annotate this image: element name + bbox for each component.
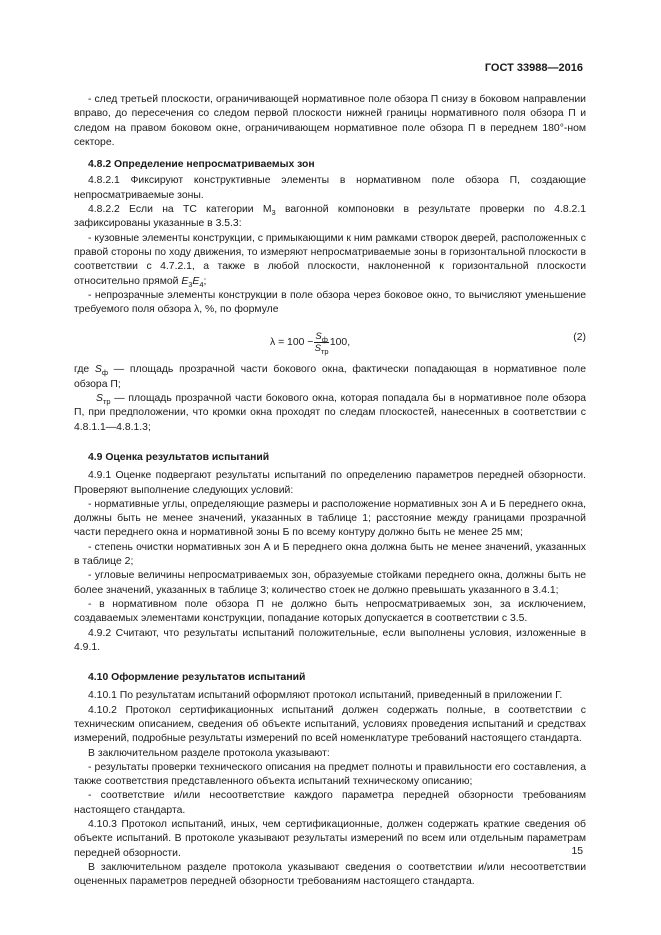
paragraph: 4.10.1 По результатам испытаний оформляют протокол испытаний, приведенный в приложении Г. [88, 690, 563, 702]
paragraph: - кузовные элементы конструкции, с примыкающими к ним рамками створок дверей, расположенных с правой стороны по ходу движения, то измеряют непросматриваемые зоны в горизонтальной плоскости в соответствии с 4.7.2.1, а также в любой плоскости, наклоненной к горизонтальной плоскости относительно прямой $E_3E_4$; [74, 232, 586, 289]
paragraph: - в нормативном поле обзора П не должно быть непросматриваемых зон, за исключением, создаваемых элементами конструкции, попадание которых допускается в соответствии с 3.5. [74, 598, 586, 625]
document-body [74, 93, 586, 890]
paragraph: В заключительном разделе протокола указывают сведения о соответствии и/или несоответствии оцененных параметров передней обзорности требованиям настоящего стандарта. [74, 861, 586, 888]
paragraph: 4.10.2 Протокол сертификационных испытаний должен содержать полные, в соответствии с техническим описанием, сведения об объекте испытаний, условиях проведения испытаний и средствах измерений, подробные результаты измерений по всей номенклатуре требований настоящего стандарта. [74, 704, 586, 745]
section-heading-4-10: 4.10 Оформление результатов испытаний [88, 672, 306, 684]
document-header: ГОСТ 33988—2016 [484, 62, 583, 74]
formula-rhs: 100, [329, 336, 351, 348]
formula-2 [74, 323, 586, 359]
paragraph: - результаты проверки технического описания на предмет полноты и правильности его составления, а также соответствия представленного объекта испытаний техническому описанию; [74, 761, 586, 788]
paragraph: 4.8.2.2 Если на ТС категории $М_3$ вагонной компоновки в результате проверки по 4.8.2.1 зафиксированы указанные в 3.5.3: [74, 204, 586, 230]
paragraph: 4.9.2 Считают, что результаты испытаний положительные, если выполнены условия, изложенные в 4.9.1. [74, 627, 586, 653]
formula-explanation: $S_{тр}$ — площадь прозрачной части бокового окна, которая попадала бы в нормативное поле обзора П, при предположении, что кромки окна проходят по следам плоскостей, нанесенных в соответствии с 4.8.1.1—4.8.1.3; [74, 393, 586, 433]
paragraph: - непрозрачные элементы конструкции в поле обзора через боковое окно, то вычисляют уменьшение требуемого поля обзора λ, %, по формуле [74, 289, 586, 316]
paragraph: - степень очистки нормативных зон А и Б переднего окна должна быть не менее значений, указанных в таблице 2; [74, 541, 586, 568]
paragraph: 4.10.3 Протокол испытаний, иных, чем сертификационные, должен содержать краткие сведения об объекте испытаний. В протоколе указывают результаты измерений по всем или отдельным параметрам передней обзорности. [74, 819, 586, 859]
page-number: 15 [571, 846, 583, 857]
equation-number: (2) [573, 332, 586, 344]
paragraph: В заключительном разделе протокола указывают: [88, 747, 330, 759]
paragraph: - угловые величины непросматриваемых зон, образуемые стойками переднего окна, должны быть не более значений, указанных в таблице 3; количество стоек не должно превышать указанного в 3.4.1; [74, 570, 586, 596]
paragraph: 4.8.2.1 Фиксируют конструктивные элементы в нормативном поле обзора П, создающие непросматриваемые зоны. [74, 175, 586, 201]
section-heading-4-9: 4.9 Оценка результатов испытаний [88, 451, 270, 463]
paragraph: - нормативные углы, определяющие размеры и расположение нормативных зон А и Б переднего окна, должны быть не менее значений, указанных в таблице 1; расстояние между границами прозрачной части переднего окна и нормативной зоны Б по всему контуру должно быть не менее 25 мм; [74, 498, 586, 539]
paragraph: 4.9.1 Оценке подвергают результаты испытаний по определению параметров передней обзорности. Проверяют выполнение следующих условий: [74, 470, 586, 496]
paragraph: - соответствие и/или несоответствие каждого параметра передней обзорности требованиям настоящего стандарта. [74, 790, 586, 816]
section-heading-4-8-2: 4.8.2 Определение непросматриваемых зон [88, 159, 315, 171]
paragraph: - след третьей плоскости, ограничивающей нормативное поле обзора П снизу в боковом направлении вправо, до пересечения со следом первой плоскости нижней границы нормативного поля обзора П и следом на правом боковом окне, ограничивающем нормативное поле обзора П в переднем 180°-ном секторе. [74, 94, 586, 148]
formula-lhs: λ = 100 − [270, 336, 314, 348]
formula-explanation: где $S_ф$ — площадь прозрачной части бокового окна, фактически попадающая в нормативное поле обзора П; [74, 364, 586, 390]
formula-fraction: $\frac{S_ф}{S_{тр}}$ [314, 331, 329, 357]
